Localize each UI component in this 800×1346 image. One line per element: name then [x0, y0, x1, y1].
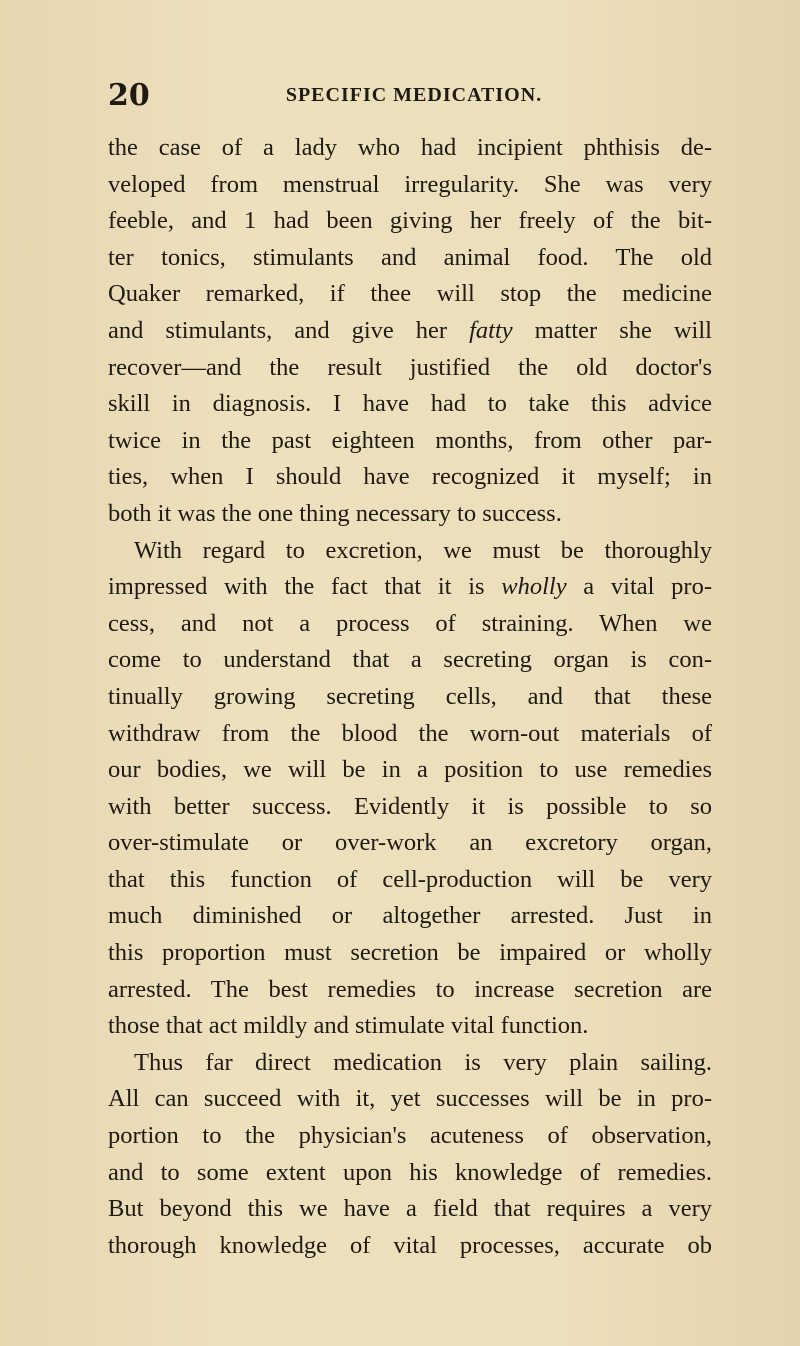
text-line: withdraw from the blood the worn-out materials of	[108, 719, 712, 747]
text-line: that this function of cell-production will be very	[108, 865, 712, 893]
text-line: veloped from menstrual irregularity. She was very	[108, 170, 712, 198]
body-text	[108, 130, 712, 1264]
text-line: With regard to excretion, we must be thoroughly	[134, 536, 712, 564]
page-header	[108, 78, 720, 118]
text-line: cess, and not a process of straining. When we	[108, 609, 712, 637]
text-line: ter tonics, stimulants and animal food. The old	[108, 243, 712, 271]
text-line: tinually growing secreting cells, and that these	[108, 682, 712, 710]
text-line	[108, 569, 712, 606]
text-line: thorough knowledge of vital processes, accurate ob	[108, 1231, 712, 1259]
text-line	[108, 313, 712, 350]
text-line: the case of a lady who had incipient phthisis de-	[108, 134, 712, 161]
text-line: come to understand that a secreting organ is con-	[108, 646, 712, 674]
text-line: skill in diagnosis. I have had to take this advice	[108, 390, 712, 418]
text-line: recover—and the result justified the old doctor's	[108, 353, 712, 381]
text-line: feeble, and 1 had been giving her freely of the bit-	[108, 207, 712, 235]
text-line: over-stimulate or over-work an excretory organ,	[108, 829, 712, 857]
text-line: this proportion must secretion be impaired or wholly	[108, 939, 712, 967]
text-segment: and stimulants, and give her	[108, 316, 470, 344]
text-segment: impressed with the fact that it is	[108, 573, 502, 601]
text-line: both it was the one thing necessary to success.	[108, 499, 562, 527]
text-line: Quaker remarked, if thee will stop the medicine	[108, 280, 712, 308]
text-line: ties, when I should have recognized it myself; in	[108, 463, 712, 491]
text-segment: a vital pro-	[566, 573, 712, 601]
italic-word: fatty	[469, 316, 513, 344]
text-segment: matter she will	[512, 316, 712, 344]
text-line: arrested. The best remedies to increase secretion are	[108, 975, 712, 1003]
text-line: twice in the past eighteen months, from other par-	[108, 426, 712, 454]
text-line: our bodies, we will be in a position to use remedies	[108, 756, 712, 784]
text-line: All can succeed with it, yet successes will be in pro-	[108, 1085, 712, 1113]
text-line: But beyond this we have a field that requires a very	[108, 1195, 712, 1223]
text-line: much diminished or altogether arrested. Just in	[108, 902, 712, 930]
text-line: Thus far direct medication is very plain sailing.	[134, 1048, 712, 1076]
text-line: and to some extent upon his knowledge of remedies.	[108, 1158, 712, 1186]
running-head: SPECIFIC MEDICATION.	[285, 84, 543, 106]
page-number: 20	[108, 78, 150, 113]
text-line: portion to the physician's acuteness of observation,	[108, 1122, 712, 1150]
text-line: with better success. Evidently it is possible to so	[108, 792, 712, 820]
italic-word: wholly	[501, 573, 567, 601]
text-line: those that act mildly and stimulate vital function.	[108, 1012, 589, 1040]
